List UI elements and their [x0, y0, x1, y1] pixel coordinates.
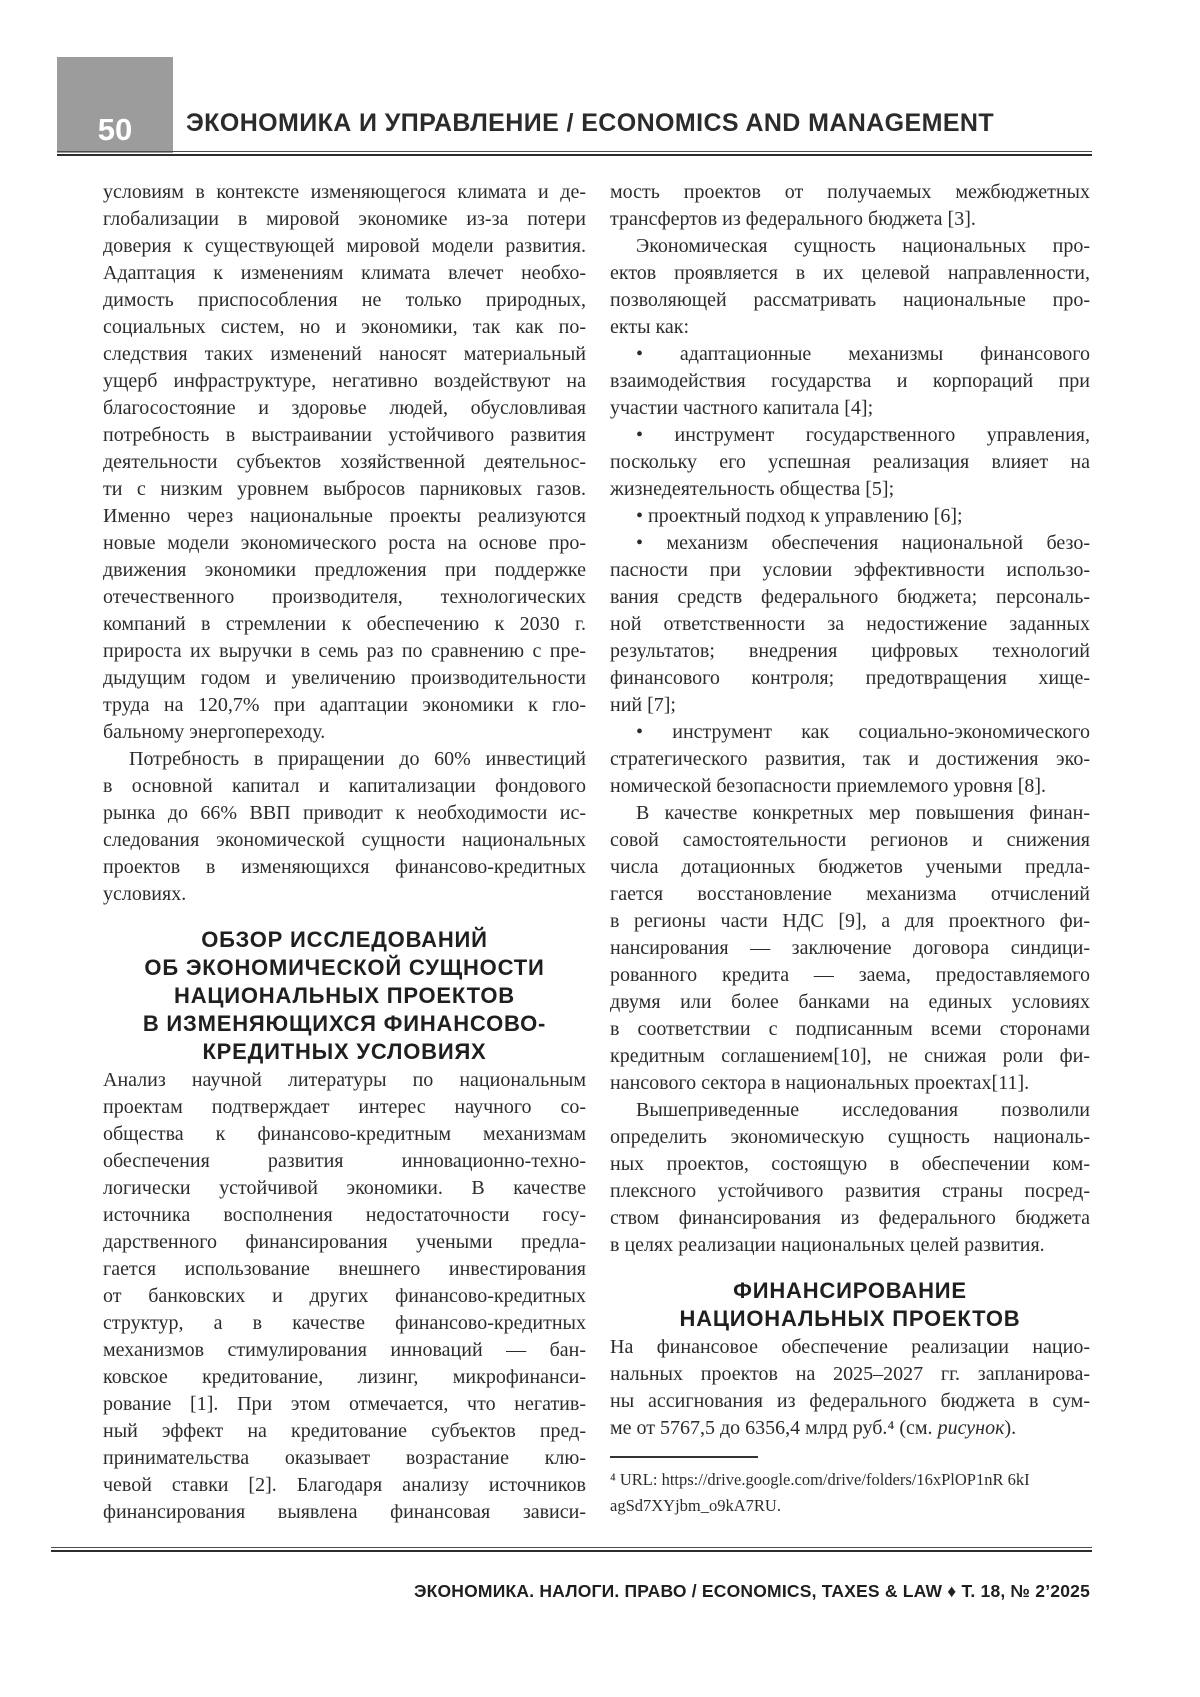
- text-line: • механизм обеспечения национальной безо-: [636, 532, 1090, 554]
- right-column: [610, 179, 1090, 1519]
- text-line: ⁴ URL: https://drive.google.com/drive/folders/16xPlOP1nR 6kI: [610, 1470, 1030, 1489]
- text-line: проектов в изменяющихся финансово-кредитных: [103, 856, 586, 878]
- text-line: общества к финансово-кредитным механизмам: [103, 1123, 586, 1145]
- text-line: ме от 5767,5 до 6356,4 млрд руб.⁴ (см. рисунок).: [610, 1417, 1017, 1439]
- text-line: гается восстановление механизма отчислений: [610, 883, 1090, 905]
- text-line: в соответствии с подписанным всеми сторонами: [610, 1018, 1090, 1040]
- text-line: димость приспособления не только природных,: [103, 289, 586, 311]
- left-column: [103, 179, 586, 1526]
- paragraph: [103, 179, 586, 746]
- text-line: ектов проявляется в их целевой направленности,: [610, 262, 1090, 284]
- text-line: определить экономическую сущность националь-: [610, 1126, 1090, 1148]
- text-line: • инструмент как социально-экономического: [636, 721, 1090, 743]
- paragraph: [610, 233, 1090, 341]
- text-line: ством финансирования из федерального бюджета: [610, 1207, 1090, 1229]
- text-line: в целях реализации национальных целей развития.: [610, 1234, 1045, 1256]
- text-line: позволяющей рассматривать национальные про-: [610, 289, 1090, 311]
- text-line: НАЦИОНАЛЬНЫХ ПРОЕКТОВ: [174, 983, 515, 1008]
- text-line: в регионы части НДС [9], а для проектного фи-: [610, 910, 1090, 932]
- text-line: нансового сектора в национальных проектах[11].: [610, 1072, 1030, 1094]
- text-line: следствия таких изменений наносят материальный: [103, 343, 586, 365]
- text-line: потребность в выстраивании устойчивого развития: [103, 424, 586, 446]
- text-line: труда на 120,7% при адаптации экономики к гло-: [103, 694, 586, 716]
- text-line: рование [1]. При этом отмечается, что негатив-: [103, 1393, 586, 1415]
- text-line: На финансовое обеспечение реализации нацио-: [610, 1336, 1090, 1358]
- text-line: ущерб инфраструктуре, негативно воздействуют на: [103, 370, 586, 392]
- paragraph: [610, 530, 1090, 719]
- text-line: мость проектов от получаемых межбюджетных: [610, 181, 1090, 203]
- text-line: результатов; внедрения цифровых технологий: [610, 640, 1090, 662]
- text-line: поскольку его успешная реализация влияет на: [610, 451, 1090, 473]
- text-line: дарственного финансирования учеными предла-: [103, 1231, 586, 1253]
- paragraph: [610, 800, 1090, 1097]
- text-line: участии частного капитала [4];: [610, 397, 874, 419]
- text-line: отечественного производителя, технологических: [103, 586, 586, 608]
- paragraph: [610, 422, 1090, 503]
- paragraph: [610, 341, 1090, 422]
- text-line: прироста их выручки в семь раз по сравнению с пре-: [103, 640, 586, 662]
- text-line: компаний в стремлении к обеспечению к 2030 г.: [103, 613, 586, 635]
- text-line: нансирования — заключение договора синдици-: [610, 937, 1090, 959]
- text-line: гается использование внешнего инвестирования: [103, 1258, 586, 1280]
- text-line: Адаптация к изменениям климата влечет необхо-: [103, 262, 586, 284]
- text-line: от банковских и других финансово-кредитных: [103, 1285, 586, 1307]
- text-line: бальному энергопереходу.: [103, 721, 326, 743]
- text-line: • инструмент государственного управления,: [636, 424, 1090, 446]
- text-line: стратегического развития, так и достижения эко-: [610, 748, 1090, 770]
- text-line: ных проектов, состоящую в обеспечении ком-: [610, 1153, 1090, 1175]
- text-line: логически устойчивой экономики. В качестве: [103, 1177, 586, 1199]
- text-line: структур, а в качестве финансово-кредитных: [103, 1312, 586, 1334]
- text-line: ный эффект на кредитование субъектов пред-: [103, 1420, 586, 1442]
- section-heading: [103, 926, 586, 1066]
- text-line: Вышеприведенные исследования позволили: [636, 1099, 1090, 1121]
- page-number: 50: [97, 112, 133, 147]
- text-line: ОБ ЭКОНОМИЧЕСКОЙ СУЩНОСТИ: [144, 955, 545, 980]
- running-head: ЭКОНОМИКА И УПРАВЛЕНИЕ / ECONOMICS AND MANAGEMENT: [186, 109, 995, 137]
- text-line: екты как:: [610, 316, 690, 338]
- paragraph: [610, 503, 1090, 530]
- text-line: В качестве конкретных мер повышения финан-: [636, 802, 1090, 824]
- text-line: числа дотационных бюджетов учеными предла-: [610, 856, 1090, 878]
- text-line: следования экономической сущности национальных: [103, 829, 586, 851]
- text-line: Потребность в приращении до 60% инвестиций: [129, 748, 586, 770]
- text-line: ти с низким уровнем выбросов парниковых газов.: [103, 478, 586, 500]
- footnote: [610, 1467, 1090, 1519]
- footnote-separator: [610, 1456, 758, 1458]
- text-line: глобализации в мировой экономике из-за потери: [103, 208, 586, 230]
- text-line: ОБЗОР ИССЛЕДОВАНИЙ: [201, 927, 488, 952]
- text-line: жизнедеятельность общества [5];: [610, 478, 895, 500]
- text-line: двумя или более банками на единых условиях: [610, 991, 1090, 1013]
- text-line: кредитным соглашением[10], не снижая роли фи-: [610, 1045, 1090, 1067]
- paragraph: [610, 179, 1090, 233]
- text-line: источника восполнения недостаточности госу-: [103, 1204, 586, 1226]
- text-line: пасности при условии эффективности использо-: [610, 559, 1090, 581]
- text-line: КРЕДИТНЫХ УСЛОВИЯХ: [202, 1039, 487, 1064]
- text-line: условиях.: [103, 883, 187, 905]
- text-line: условиям в контексте изменяющегося климата и де-: [103, 181, 586, 203]
- text-line: рованного кредита — заема, предоставляемого: [610, 964, 1090, 986]
- text-line: плексного устойчивого развития страны посред-: [610, 1180, 1090, 1202]
- text-line: НАЦИОНАЛЬНЫХ ПРОЕКТОВ: [679, 1306, 1021, 1331]
- text-line: ны ассигнования из федерального бюджета в сум-: [610, 1390, 1090, 1412]
- text-line: Именно через национальные проекты реализуются: [103, 505, 586, 527]
- text-line: благосостояние и здоровье людей, обусловливая: [103, 397, 586, 419]
- text-line: принимательства оказывает возрастание клю-: [103, 1447, 586, 1469]
- text-line: совой самостоятельности регионов и снижения: [610, 829, 1090, 851]
- text-line: деятельности субъектов хозяйственной деятельнос-: [103, 451, 586, 473]
- paragraph: [610, 719, 1090, 800]
- paragraph: [610, 1097, 1090, 1259]
- text-line: ной ответственности за недостижение заданных: [610, 613, 1090, 635]
- text-line: чевой ставки [2]. Благодаря анализу источников: [103, 1474, 586, 1496]
- footer-journal-info: ЭКОНОМИКА. НАЛОГИ. ПРАВО / ECONOMICS, TAXES & LAW ♦ Т. 18, № 2’2025: [413, 1581, 1090, 1601]
- text-line: взаимодействия государства и корпораций при: [610, 370, 1090, 392]
- text-line: вания средств федерального бюджета; персональ-: [610, 586, 1090, 608]
- section-heading: [610, 1277, 1090, 1333]
- text-line: В ИЗМЕНЯЮЩИХСЯ ФИНАНСОВО-: [142, 1011, 547, 1036]
- text-line: ковское кредитование, лизинг, микрофинанси-: [103, 1366, 586, 1388]
- text-line: ФИНАНСИРОВАНИЕ: [733, 1278, 967, 1303]
- text-line: дыдущим годом и увеличению производительности: [103, 667, 586, 689]
- text-line: трансфертов из федерального бюджета [3].: [610, 208, 976, 230]
- text-line: нальных проектов на 2025–2027 гг. запланирова-: [610, 1363, 1090, 1385]
- text-line: номической безопасности приемлемого уровня [8].: [610, 775, 1047, 797]
- paragraph: [103, 1067, 586, 1526]
- text-line: обеспечения развития инновационно-техно-: [103, 1150, 586, 1172]
- text-line: новые модели экономического роста на основе про-: [103, 532, 586, 554]
- text-line: движения экономики предложения при поддержке: [103, 559, 586, 581]
- text-line: финансирования выявлена финансовая зависи-: [103, 1501, 586, 1523]
- text-line: социальных систем, но и экономики, так как по-: [103, 316, 586, 338]
- page-number-box: [57, 57, 173, 153]
- footer-rule: [51, 1547, 1092, 1552]
- text-line: Экономическая сущность национальных про-: [636, 235, 1090, 257]
- header-rule: [57, 151, 1092, 156]
- text-line: agSd7XYjbm_o9kA7RU.: [610, 1496, 781, 1515]
- text-line: ний [7];: [610, 694, 676, 716]
- text-line: проектам подтверждает интерес научного со-: [103, 1096, 586, 1118]
- text-line: в основной капитал и капитализации фондового: [103, 775, 586, 797]
- paragraph: [103, 746, 586, 908]
- paragraph: [610, 1334, 1090, 1442]
- text-line: • адаптационные механизмы финансового: [636, 343, 1090, 365]
- text-line: • проектный подход к управлению [6];: [636, 505, 963, 527]
- text-line: доверия к существующей мировой модели развития.: [103, 235, 586, 257]
- text-line: Анализ научной литературы по национальным: [103, 1069, 586, 1091]
- text-line: механизмов стимулирования инноваций — бан-: [103, 1339, 586, 1361]
- text-line: финансового контроля; предотвращения хище-: [610, 667, 1090, 689]
- text-line: рынка до 66% ВВП приводит к необходимости ис-: [103, 802, 586, 824]
